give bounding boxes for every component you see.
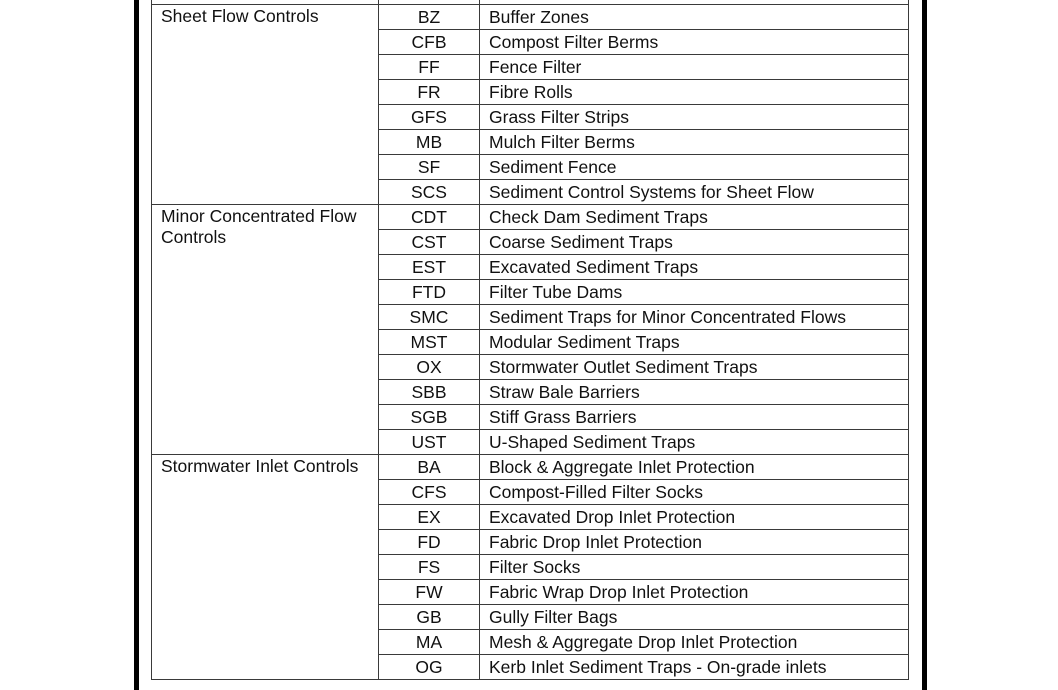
category-cell: Minor Concentrated Flow Controls	[152, 205, 379, 455]
code-cell: SCS	[379, 180, 480, 205]
description-cell: Modular Sediment Traps	[480, 330, 909, 355]
description-cell: Sediment Control Systems for Sheet Flow	[480, 180, 909, 205]
code-cell: OG	[379, 655, 480, 680]
description-cell: Compost Filter Berms	[480, 30, 909, 55]
description-cell: Fence Filter	[480, 55, 909, 80]
code-cell: GB	[379, 605, 480, 630]
code-cell: BZ	[379, 5, 480, 30]
code-cell: UST	[379, 430, 480, 455]
description-cell: Fabric Wrap Drop Inlet Protection	[480, 580, 909, 605]
code-cell: EST	[379, 255, 480, 280]
category-cell: Stormwater Inlet Controls	[152, 455, 379, 680]
description-cell: Fabric Drop Inlet Protection	[480, 530, 909, 555]
description-cell: Fibre Rolls	[480, 80, 909, 105]
code-cell: CFB	[379, 30, 480, 55]
code-cell: FD	[379, 530, 480, 555]
description-cell: Stiff Grass Barriers	[480, 405, 909, 430]
description-cell: Buffer Zones	[480, 5, 909, 30]
code-cell: BA	[379, 455, 480, 480]
description-cell: Stormwater Outlet Sediment Traps	[480, 355, 909, 380]
code-cell: FS	[379, 555, 480, 580]
description-cell: Coarse Sediment Traps	[480, 230, 909, 255]
code-cell: SF	[379, 155, 480, 180]
description-cell: Mesh & Aggregate Drop Inlet Protection	[480, 630, 909, 655]
code-cell: FTD	[379, 280, 480, 305]
code-cell: GFS	[379, 105, 480, 130]
controls-table	[151, 0, 909, 680]
description-cell: Compost-Filled Filter Socks	[480, 480, 909, 505]
description-cell: Mulch Filter Berms	[480, 130, 909, 155]
code-cell: OX	[379, 355, 480, 380]
description-cell: Straw Bale Barriers	[480, 380, 909, 405]
description-cell: Sediment Fence	[480, 155, 909, 180]
description-cell: Block & Aggregate Inlet Protection	[480, 455, 909, 480]
description-cell: Excavated Drop Inlet Protection	[480, 505, 909, 530]
table-row	[152, 455, 909, 480]
code-cell: MA	[379, 630, 480, 655]
description-cell: Sediment Traps for Minor Concentrated Flows	[480, 305, 909, 330]
controls-table-body	[152, 0, 909, 680]
table-row	[152, 5, 909, 30]
description-cell: Check Dam Sediment Traps	[480, 205, 909, 230]
code-cell: SGB	[379, 405, 480, 430]
code-cell: CFS	[379, 480, 480, 505]
code-cell: CDT	[379, 205, 480, 230]
code-cell: FW	[379, 580, 480, 605]
code-cell: CST	[379, 230, 480, 255]
description-cell: Kerb Inlet Sediment Traps - On-grade inlets	[480, 655, 909, 680]
description-cell: U-Shaped Sediment Traps	[480, 430, 909, 455]
code-cell: FF	[379, 55, 480, 80]
code-cell: SBB	[379, 380, 480, 405]
category-cell: Sheet Flow Controls	[152, 5, 379, 205]
description-cell: Filter Tube Dams	[480, 280, 909, 305]
code-cell: EX	[379, 505, 480, 530]
description-cell: Excavated Sediment Traps	[480, 255, 909, 280]
table-row	[152, 205, 909, 230]
code-cell: MB	[379, 130, 480, 155]
code-cell: FR	[379, 80, 480, 105]
description-cell: Filter Socks	[480, 555, 909, 580]
code-cell: MST	[379, 330, 480, 355]
code-cell: SMC	[379, 305, 480, 330]
description-cell: Grass Filter Strips	[480, 105, 909, 130]
description-cell: Gully Filter Bags	[480, 605, 909, 630]
